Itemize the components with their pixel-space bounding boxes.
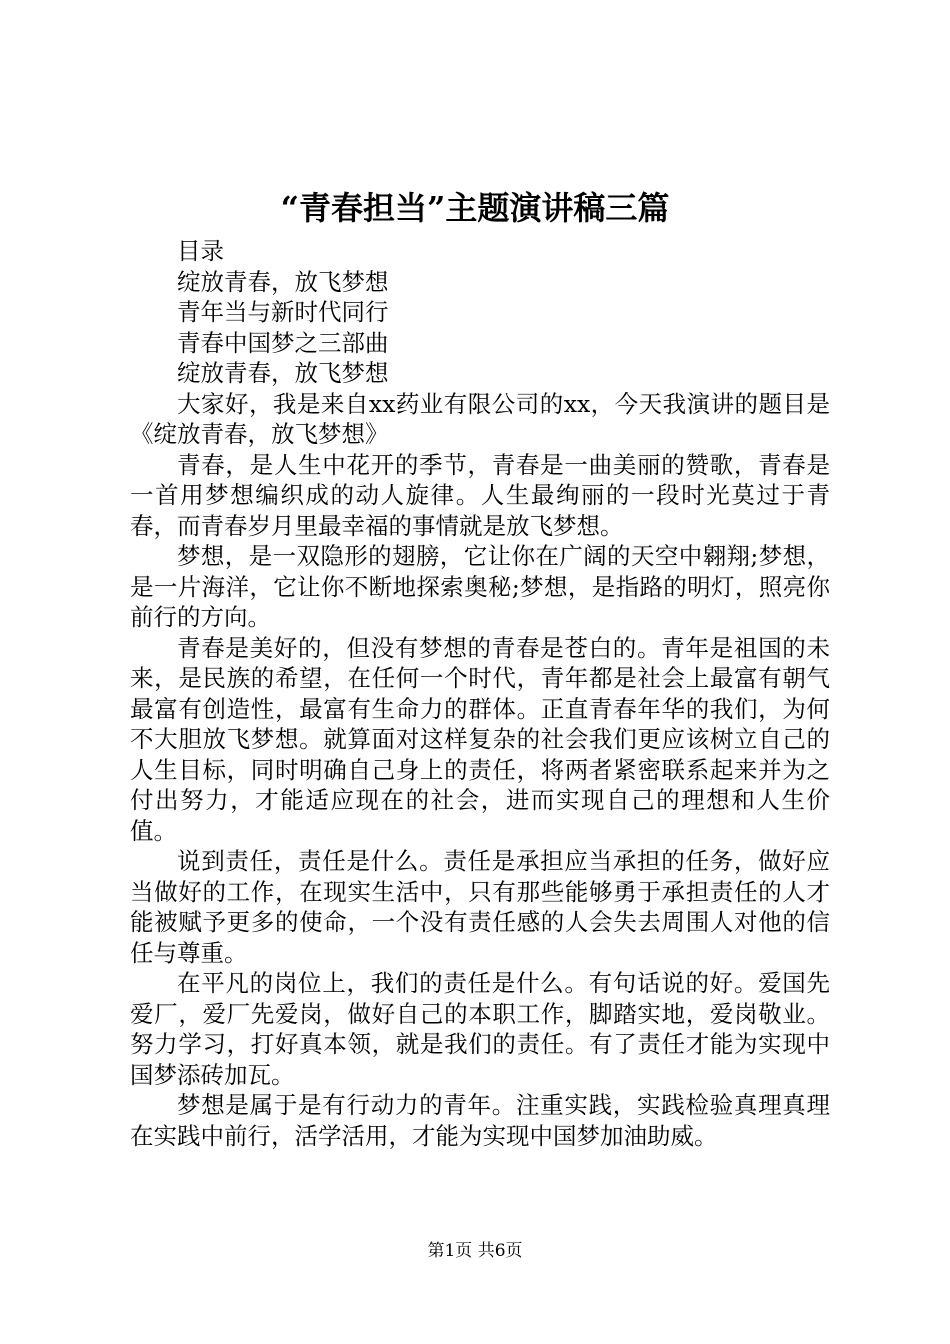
paragraph: 梦想，是一双隐形的翅膀，它让你在广阔的天空中翱翔;梦想，是一片海洋，它让你不断地探索奥秘;梦想，是指路的明灯，照亮你前行的方向。 [130,542,830,631]
paragraph: 梦想是属于是有行动力的青年。注重实践，实践检验真理真理在实践中前行，活学活用，才能为实现中国梦加油助威。 [130,1091,830,1150]
paragraph: 青春是美好的，但没有梦想的青春是苍白的。青年是祖国的未来，是民族的希望，在任何一个时代，青年都是社会上最富有朝气最富有创造性，最富有生命力的群体。正直青春年华的我们，为何不大胆放飞梦想。就算面对这样复杂的社会我们更应该树立自己的人生目标，同时明确自己身上的责任，将两者紧密联系起来并为之付出努力，才能适应现在的社会，进而实现自己的理想和人生价值。 [130,633,830,845]
paragraph: 说到责任，责任是什么。责任是承担应当承担的任务，做好应当做好的工作，在现实生活中，只有那些能够勇于承担责任的人才能被赋予更多的使命，一个没有责任感的人会失去周围人对他的信任与尊重。 [130,847,830,967]
toc-item: 绽放青春，放飞梦想 [177,267,389,296]
document-body [130,236,830,1151]
toc-item: 青春中国梦之三部曲 [177,328,389,357]
paragraph: 大家好，我是来自xx药业有限公司的xx，今天我演讲的题目是《绽放青春，放飞梦想》 [130,389,830,448]
toc-item: 青年当与新时代同行 [177,298,389,326]
paragraph: 在平凡的岗位上，我们的责任是什么。有句话说的好。爱国先爱厂，爱厂先爱岗，做好自己的本职工作，脚踏实地，爱岗敬业。努力学习，打好真本领，就是我们的责任。有了责任才能为实现中国梦添砖加瓦。 [130,969,830,1089]
toc-heading: 目录 [177,237,224,265]
page-footer: 第1页 共6页 [427,1241,523,1261]
document-title: “青春担当”主题演讲稿三篇 [280,189,670,227]
paragraph: 青春，是人生中花开的季节，青春是一曲美丽的赞歌，青春是一首用梦想编织成的动人旋律。人生最绚丽的一段时光莫过于青春，而青春岁月里最幸福的事情就是放飞梦想。 [130,450,830,540]
section-title: 绽放青春，放飞梦想 [177,359,389,387]
